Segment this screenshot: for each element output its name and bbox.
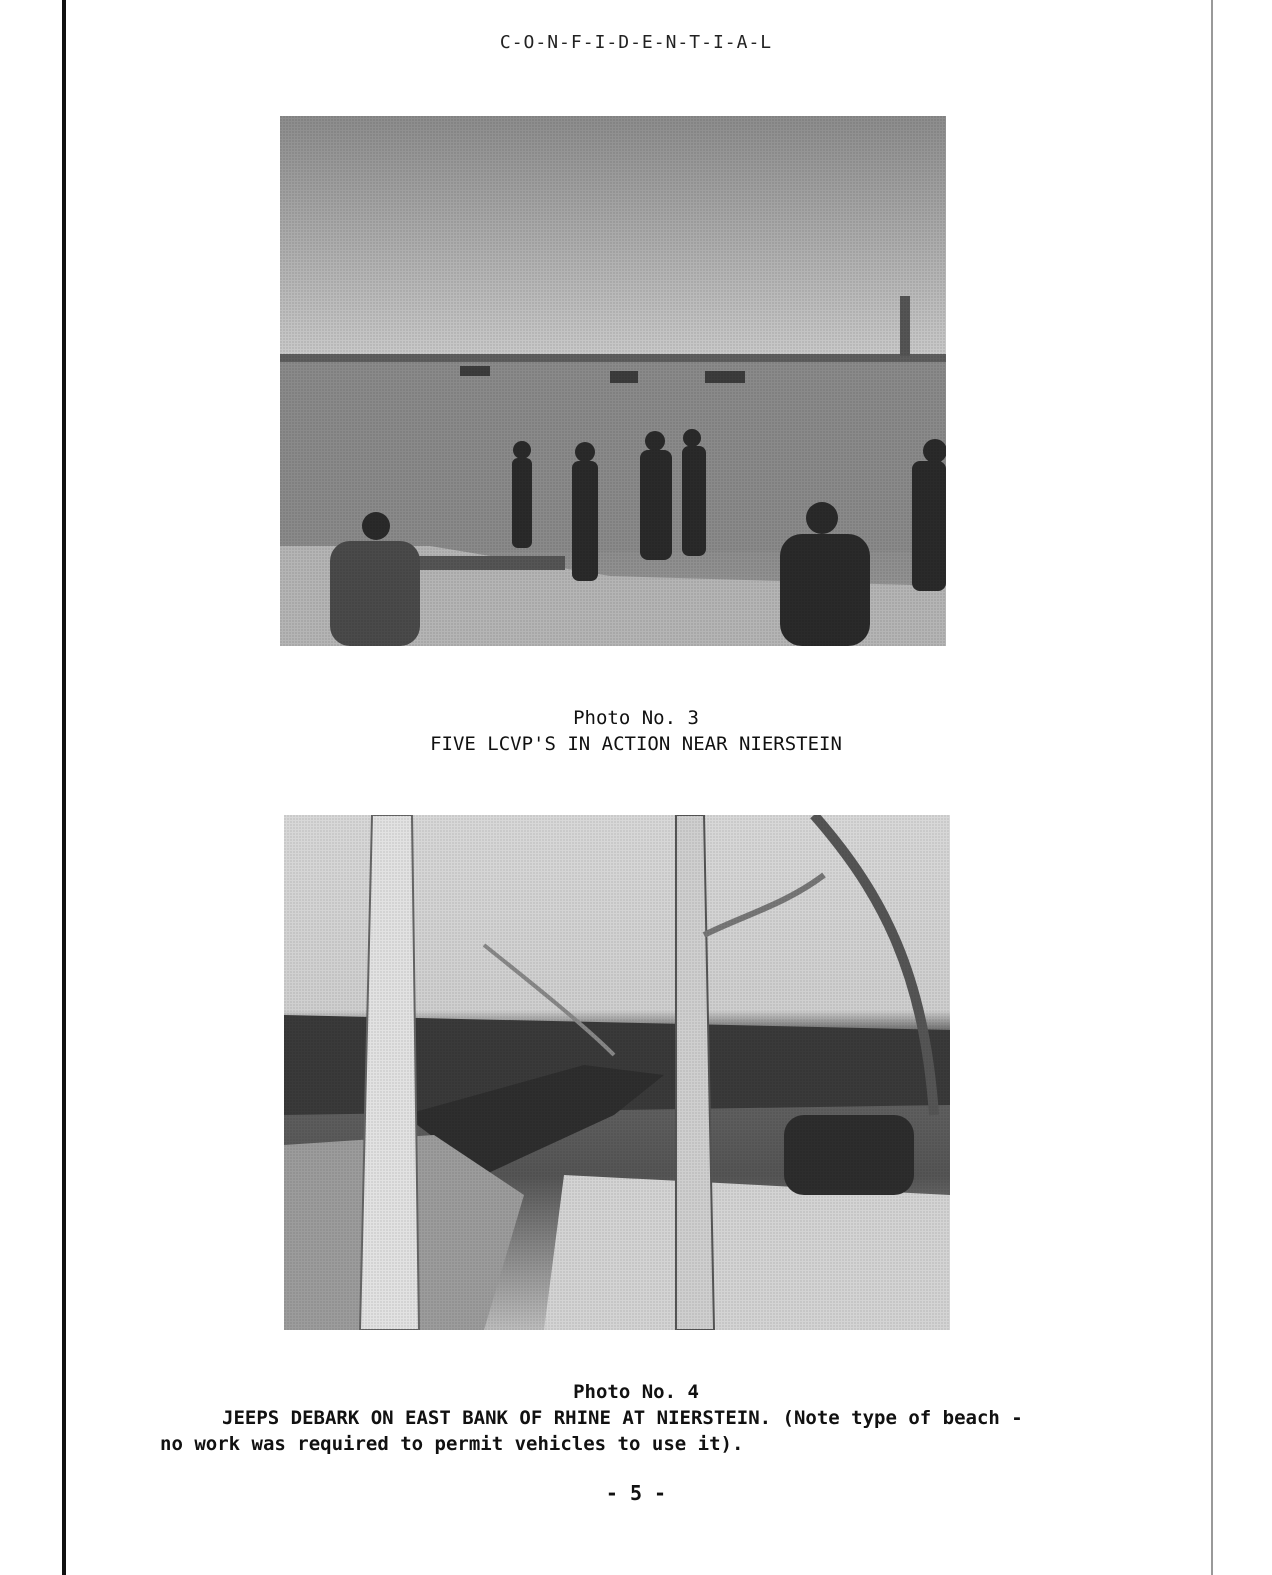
- photo-3-title: Photo No. 3: [573, 707, 699, 729]
- photo-3-caption: FIVE LCVP'S IN ACTION NEAR NIERSTEIN: [430, 733, 842, 755]
- photo-4-title: Photo No. 4: [573, 1381, 699, 1403]
- photo-4-caption-line-1: JEEPS DEBARK ON EAST BANK OF RHINE AT NIERSTEIN. (Note type of beach -: [222, 1407, 1023, 1429]
- page-left-border: [62, 0, 66, 1575]
- page-right-border: [1211, 0, 1213, 1575]
- photo-4-image: [284, 815, 950, 1330]
- photo-3-image: [280, 116, 946, 646]
- classification-header: C-O-N-F-I-D-E-N-T-I-A-L: [499, 32, 773, 53]
- photo-4-caption: [160, 1405, 1140, 1457]
- photo-4-caption-line-2: no work was required to permit vehicles to use it).: [160, 1433, 744, 1455]
- page-number: - 5 -: [605, 1481, 667, 1505]
